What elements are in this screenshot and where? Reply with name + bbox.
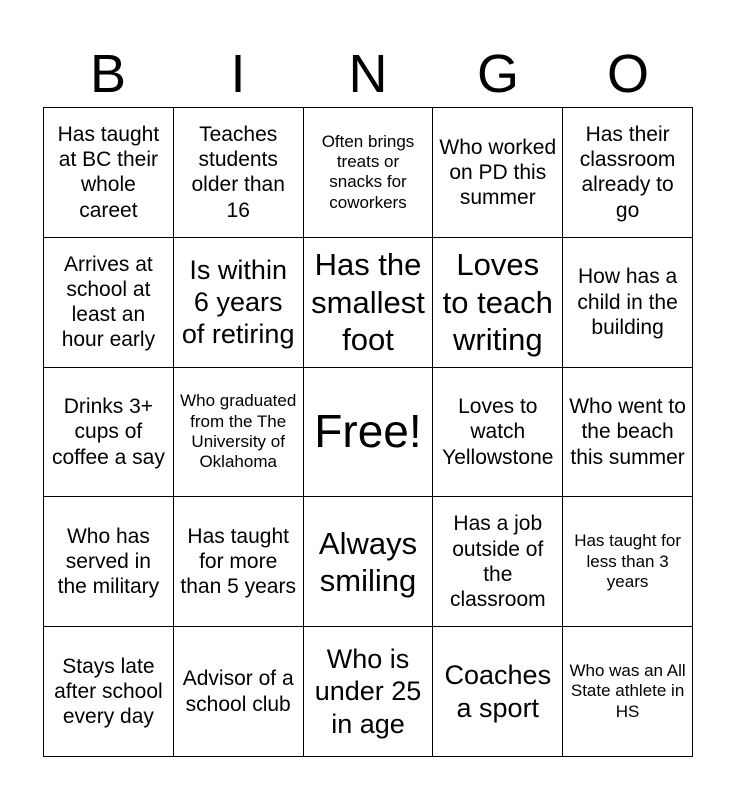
bingo-cell[interactable]: Often brings treats or snacks for coworkers — [304, 108, 434, 238]
bingo-cell[interactable]: Advisor of a school club — [174, 627, 304, 757]
header-letter-o: O — [606, 44, 649, 104]
header-letter-g: G — [476, 44, 519, 104]
free-space-cell[interactable]: Free! — [304, 368, 434, 498]
bingo-cell[interactable]: Coaches a sport — [433, 627, 563, 757]
bingo-cell[interactable]: Has their classroom already to go — [563, 108, 693, 238]
bingo-cell[interactable]: Stays late after school every day — [44, 627, 174, 757]
bingo-grid — [43, 107, 693, 757]
bingo-cell[interactable]: Drinks 3+ cups of coffee a say — [44, 368, 174, 498]
bingo-cell[interactable]: Who has served in the military — [44, 497, 174, 627]
bingo-cell[interactable]: Has taught for more than 5 years — [174, 497, 304, 627]
bingo-cell[interactable]: Has a job outside of the classroom — [433, 497, 563, 627]
bingo-cell[interactable]: Is within 6 years of retiring — [174, 238, 304, 368]
bingo-cell[interactable]: Who went to the beach this summer — [563, 368, 693, 498]
bingo-cell[interactable]: Always smiling — [304, 497, 434, 627]
bingo-cell[interactable]: Arrives at school at least an hour early — [44, 238, 174, 368]
bingo-cell[interactable]: Who was an All State athlete in HS — [563, 627, 693, 757]
bingo-cell[interactable]: How has a child in the building — [563, 238, 693, 368]
bingo-cell[interactable]: Loves to watch Yellowstone — [433, 368, 563, 498]
bingo-cell[interactable]: Teaches students older than 16 — [174, 108, 304, 238]
bingo-cell[interactable]: Has taught at BC their whole careet — [44, 108, 174, 238]
bingo-cell[interactable]: Has taught for less than 3 years — [563, 497, 693, 627]
bingo-cell[interactable]: Who graduated from the The University of Oklahoma — [174, 368, 304, 498]
header-letter-b: B — [89, 44, 127, 104]
bingo-cell[interactable]: Loves to teach writing — [433, 238, 563, 368]
bingo-cell[interactable]: Who worked on PD this summer — [433, 108, 563, 238]
bingo-header — [43, 40, 693, 108]
bingo-cell[interactable]: Who is under 25 in age — [304, 627, 434, 757]
header-letter-n: N — [348, 44, 388, 104]
header-letter-i: I — [230, 44, 246, 104]
bingo-cell[interactable]: Has the smallest foot — [304, 238, 434, 368]
